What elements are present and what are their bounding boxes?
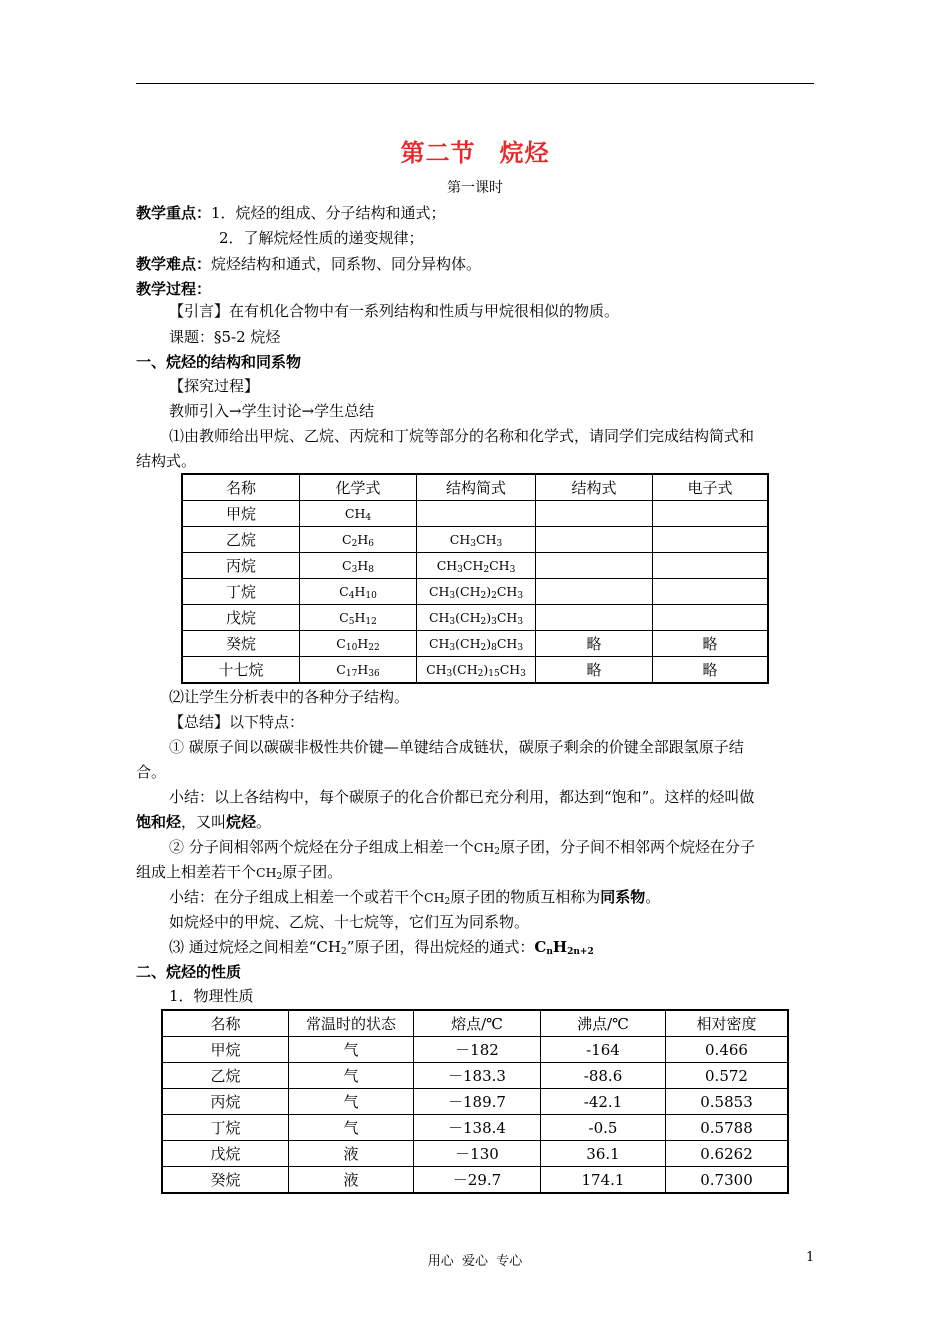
table-row: 乙烷 气 －183.3 -88.6 0.572 (162, 1063, 788, 1089)
header-rule (136, 83, 814, 84)
footer-text: 用心 爱心 专心 (427, 1254, 523, 1269)
steps: 教师引入→学生讨论→学生总结 (169, 402, 375, 420)
point-1b: 合。 (136, 763, 167, 781)
difficulties: 教学难点：烷烃结构和通式，同系物、同分异构体。 (136, 255, 482, 273)
table-header-row: 名称 常温时的状态 熔点/℃ 沸点/℃ 相对密度 (162, 1010, 788, 1037)
para-1b: 结构式。 (136, 452, 197, 470)
table-row: 甲烷 $CH_4$ (182, 501, 768, 527)
section-1-heading: 一、烷烃的结构和同系物 (136, 353, 302, 371)
topic: 课题：§5-2 烷烃 (169, 328, 281, 346)
table-row: 丁烷 气 －138.4 -0.5 0.5788 (162, 1115, 788, 1141)
table-row: 戊烷 $C_5H_{12}$ $CH_3(CH_2)_3CH_3$ (182, 605, 768, 631)
point-1a: ① 碳原子间以碳碳非极性共价键—单键结合成链状，碳原子剩余的价键全部跟氢原子结 (169, 738, 744, 756)
subtitle: 第一课时 (447, 180, 503, 196)
physical-properties-label: 1．物理性质 (169, 987, 254, 1005)
note-1b: 饱和烃，又叫烷烃。 (136, 813, 272, 831)
explore-label: 【探究过程】 (169, 377, 260, 395)
point-2a: ② 分子间相邻两个烷烃在分子组成上相差一个$CH_2$原子团，分子间不相邻两个烷烃在分子 (169, 838, 755, 857)
key-points-1: 教学重点：1．烷烃的组成、分子结构和通式； (136, 204, 446, 222)
key-points-2: 2．了解烷烃性质的递变规律； (219, 229, 424, 247)
table-row: 丙烷 $C_3H_8$ $CH_3CH_2CH_3$ (182, 553, 768, 579)
structure-table (181, 473, 769, 684)
table-header-row: 名称 化学式 结构简式 结构式 电子式 (182, 474, 768, 501)
table-row: 丁烷 $C_4H_{10}$ $CH_3(CH_2)_2CH_3$ (182, 579, 768, 605)
section-2-heading: 二、烷烃的性质 (136, 963, 242, 981)
point-2b: 组成上相差若干个$CH_2$原子团。 (136, 863, 343, 882)
table-row: 十七烷 $C_{17}H_{36}$ $CH_3(CH_2)_{15}CH_3$ 略 略 (182, 657, 768, 684)
intro: 【引言】在有机化合物中有一系列结构和性质与甲烷很相似的物质。 (169, 302, 620, 320)
process-label: 教学过程： (136, 280, 212, 298)
note-2: 小结：在分子组成上相差一个或若干个$CH_2$原子团的物质互相称为同系物。 (169, 888, 661, 907)
para-1a: ⑴由教师给出甲烷、乙烷、丙烷和丁烷等部分的名称和化学式，请同学们完成结构简式和 (169, 427, 755, 445)
page-number: 1 (806, 1250, 815, 1265)
table-row: 丙烷 气 －189.7 -42.1 0.5853 (162, 1089, 788, 1115)
note-1a: 小结：以上各结构中，每个碳原子的化合价都已充分利用，都达到“饱和”。这样的烃叫做 (169, 788, 755, 806)
para-3: ⑶ 通过烷烃之间相差“$CH_2$”原子团，得出烷烃的通式：$C_nH_{2n+2}$ (169, 938, 594, 957)
page-title: 第二节 烷烃 (400, 138, 550, 167)
summary-label: 【总结】以下特点： (169, 713, 305, 731)
table-row: 乙烷 $C_2H_6$ $CH_3CH_3$ (182, 527, 768, 553)
para-2: ⑵让学生分析表中的各种分子结构。 (169, 688, 410, 706)
physical-properties-table (161, 1009, 789, 1194)
example: 如烷烃中的甲烷、乙烷、十七烷等，它们互为同系物。 (169, 913, 530, 931)
table-row: 癸烷 $C_{10}H_{22}$ $CH_3(CH_2)_8CH_3$ 略 略 (182, 631, 768, 657)
table-row: 甲烷 气 －182 -164 0.466 (162, 1037, 788, 1063)
table-row: 癸烷 液 －29.7 174.1 0.7300 (162, 1167, 788, 1194)
table-row: 戊烷 液 －130 36.1 0.6262 (162, 1141, 788, 1167)
